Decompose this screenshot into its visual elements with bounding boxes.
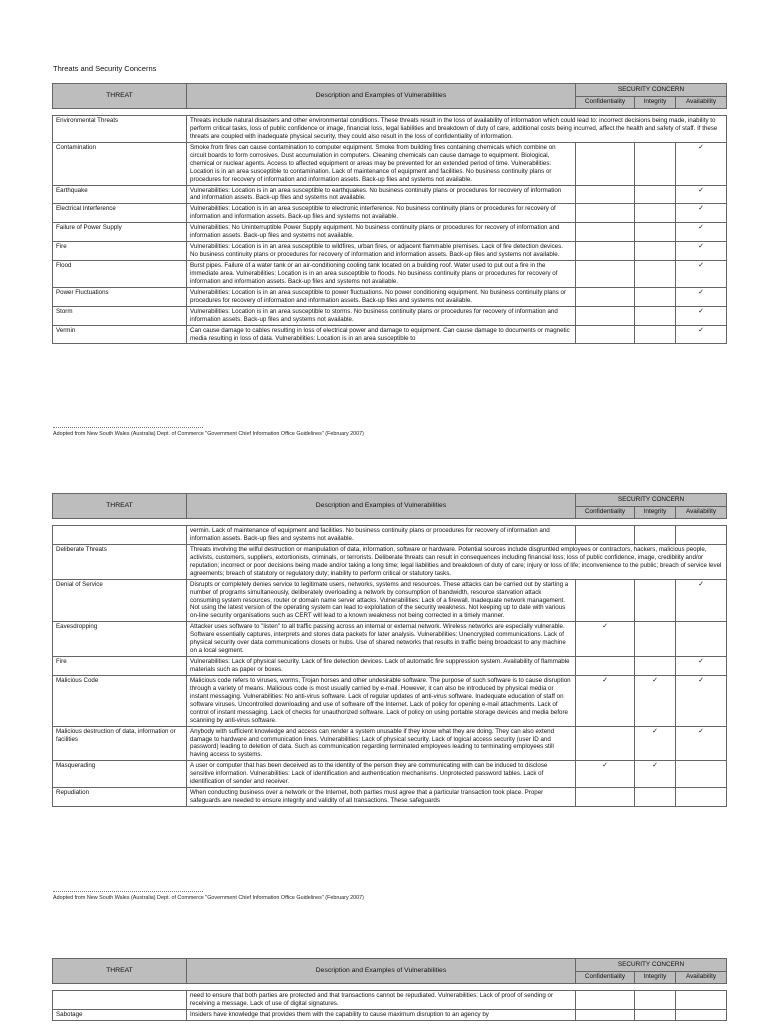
table-row	[53, 579, 727, 622]
security-concern-header: SECURITY CONCERN	[576, 959, 727, 972]
description-column-header: Description and Examples of Vulnerabilities	[187, 84, 576, 109]
threat-description: Vulnerabilities: Location is in an area susceptible to electronic interference. No business continuity plans or procedures for recovery of information and information assets. Back-up files and systems not available.	[187, 204, 576, 223]
checkmark-icon: ✓	[698, 727, 704, 735]
availability-check-cell	[676, 657, 727, 676]
confidentiality-check-cell	[576, 675, 635, 726]
integrity-check-cell	[635, 788, 676, 807]
availability-check-cell	[676, 185, 727, 204]
threat-column-header: THREAT	[53, 494, 187, 519]
threat-description: When conducting business over a network or the Internet, both parties must agree that a particular transaction took place. Proper safeguards are needed to ensure integrity and validity of all transactions. These safeguards	[187, 788, 576, 807]
integrity-check-cell	[635, 761, 676, 788]
availability-column-header: Availability	[676, 96, 727, 109]
integrity-check-cell	[635, 526, 676, 545]
integrity-check-cell	[635, 657, 676, 676]
integrity-check-cell	[635, 204, 676, 223]
checkmark-icon: ✓	[698, 262, 704, 269]
threat-name: Malicious destruction of data, information or facilities	[53, 726, 187, 761]
threat-name: Electrical Interference	[53, 204, 187, 223]
table-row	[53, 204, 727, 223]
footnote: Adopted from New South Wales (Australia) Dept. of Commerce "Government Chief Information Office Guidelines" (February 2007)	[53, 431, 364, 437]
checkmark-icon: ✓	[698, 676, 704, 684]
table-row	[53, 761, 727, 788]
integrity-check-cell	[635, 726, 676, 761]
availability-check-cell	[676, 325, 727, 344]
threat-name: Earthquake	[53, 185, 187, 204]
threat-name: Power Fluctuations	[53, 287, 187, 306]
checkmark-icon: ✓	[652, 762, 658, 770]
threat-name	[53, 526, 187, 545]
table-row	[53, 242, 727, 261]
availability-check-cell	[676, 991, 727, 1010]
availability-check-cell	[676, 242, 727, 261]
table-row	[53, 287, 727, 306]
threat-column-header: THREAT	[53, 959, 187, 984]
header-spacer	[53, 519, 727, 526]
table-row	[53, 223, 727, 242]
checkmark-icon: ✓	[602, 623, 608, 631]
availability-check-cell	[676, 622, 727, 657]
table-row	[53, 675, 727, 726]
checkmark-icon: ✓	[698, 186, 704, 194]
threat-column-header: THREAT	[53, 84, 187, 109]
confidentiality-check-cell	[576, 287, 635, 306]
threat-description: Threats involving the wilful destruction or manipulation of data, information, software or hardware. Potential sources include disgruntled employees or contractors, hackers, malicious people, activists, customers, suppliers, extortionists, criminals, or terrorists. Deliberate threats can result in consequences including financial loss; loss of public confidence, image, credibility and/or reputation; incorrect or poor decisions being made and/or taking a long time; legal liabilities and breakdown of duty of care; injury or loss of life; inconvenience to the public; breach of service level agreements; breach of statutory or regulatory duty; inability to perform critical or statutory tasks.	[187, 544, 727, 579]
availability-check-cell	[676, 204, 727, 223]
integrity-check-cell	[635, 991, 676, 1010]
threat-description: Smoke from fires can cause contamination to computer equipment. Smoke from building fires containing chemicals which combine on circuit boards to form corrosives. Dust accumulation in computers. Cleaning chemicals can cause damage to equipment. Biological, chemical or nuclear agents. Access to affected equipment or areas may be prevented for an extended period of time. Vulnerabilities: Location is in an area susceptible to contamination. Lack of maintenance of equipment and facilities. No business continuity plans or procedures for recovery of information and information assets. Back-up files and systems not available.	[187, 142, 576, 185]
availability-check-cell	[676, 579, 727, 622]
header-spacer	[53, 109, 727, 116]
table-row	[53, 726, 727, 761]
checkmark-icon: ✓	[698, 580, 704, 588]
confidentiality-check-cell	[576, 204, 635, 223]
table-row	[53, 544, 727, 579]
threat-description: Attacker uses software to "listen" to all traffic passing across an internal or external network. Wireless networks are especially vulnerable. Software essentially captures, interprets and stores data packets for later analysis. Vulnerabilities: Unencrypted communications. Lack of physical security over data communications closets or hubs. Use of shared networks that results in traffic being broadcast to any machine on a local segment.	[187, 622, 576, 657]
threat-name: Contamination	[53, 142, 187, 185]
checkmark-icon: ✓	[698, 205, 704, 213]
availability-check-cell	[676, 675, 727, 726]
availability-check-cell	[676, 261, 727, 288]
threat-description: Vulnerabilities: Location is in an area susceptible to wildfires, urban fires, or adjacent flammable premises. Lack of fire detection devices. No business continuity plans or procedures for recovery of information and information assets. Back-up files and systems not available.	[187, 242, 576, 261]
availability-check-cell	[676, 526, 727, 545]
confidentiality-check-cell	[576, 261, 635, 288]
threat-name: Masquerading	[53, 761, 187, 788]
threat-name: Fire	[53, 657, 187, 676]
integrity-check-cell	[635, 579, 676, 622]
confidentiality-column-header: Confidentiality	[576, 96, 635, 109]
availability-check-cell	[676, 287, 727, 306]
threat-description: Vulnerabilities: Lack of physical security. Lack of fire detection devices. Lack of automatic fire suppression system. Availability of flammable materials such as paper or boxes.	[187, 657, 576, 676]
checkmark-icon: ✓	[698, 326, 704, 334]
threat-name: Storm	[53, 306, 187, 325]
confidentiality-check-cell	[576, 325, 635, 344]
footnote-rule	[53, 427, 203, 428]
confidentiality-check-cell	[576, 761, 635, 788]
integrity-check-cell	[635, 325, 676, 344]
confidentiality-check-cell	[576, 726, 635, 761]
threat-name: Environmental Threats	[53, 116, 187, 143]
confidentiality-column-header: Confidentiality	[576, 506, 635, 519]
table-row	[53, 306, 727, 325]
confidentiality-column-header: Confidentiality	[576, 971, 635, 984]
checkmark-icon: ✓	[698, 307, 704, 315]
table-row	[53, 991, 727, 1010]
confidentiality-check-cell	[576, 306, 635, 325]
checkmark-icon: ✓	[652, 676, 658, 684]
checkmark-icon: ✓	[698, 143, 704, 151]
threat-description: Vulnerabilities: Location is in an area susceptible to power fluctuations. No power conditioning equipment. No business continuity plans or procedures for recovery of information and information assets. Back-up files and systems not available.	[187, 287, 576, 306]
security-concern-header: SECURITY CONCERN	[576, 84, 727, 97]
threat-name: Repudiation	[53, 788, 187, 807]
availability-check-cell	[676, 726, 727, 761]
availability-check-cell	[676, 306, 727, 325]
threat-description: Disrupts or completely denies service to legitimate users, networks, systems and resources. These attacks can be carried out by starting a number of programs simultaneously, deliberately overloading a network by consumption of bandwidth, resource starvation attack consuming system resources, router or domain name server attacks. Vulnerabilities: Lack of a firewall. Inadequate network management. Not using the latest version of the operating system can lead to exploitation of the security weakness. Not keeping up to date with various on-line security organisations such as CERT will lead to a known weakness not being corrected in a timely manner.	[187, 579, 576, 622]
confidentiality-check-cell	[576, 991, 635, 1010]
confidentiality-check-cell	[576, 223, 635, 242]
threat-description: vermin. Lack of maintenance of equipment and facilities. No business continuity plans or procedures for recovery of information and information assets. Back-up files and systems not available.	[187, 526, 576, 545]
threat-description: Insiders have knowledge that provides them with the capability to cause maximum disruption to an agency by	[187, 1009, 576, 1020]
security-concern-header: SECURITY CONCERN	[576, 494, 727, 507]
integrity-column-header: Integrity	[635, 96, 676, 109]
threat-name: Failure of Power Supply	[53, 223, 187, 242]
threat-description: Can cause damage to cables resulting in loss of electrical power and damage to equipment. Can cause damage to documents or magnetic media resulting in loss of data. Vulnerabilities: Location is in an area susceptible to	[187, 325, 576, 344]
threats-table	[52, 958, 727, 1021]
threats-table	[52, 493, 727, 807]
availability-check-cell	[676, 223, 727, 242]
threat-description: A user or computer that has been deceived as to the identity of the person they are communicating with can be induced to disclose sensitive information. Vulnerabilities: Lack of identification and authentication mechanisms. Unprotected password tables. Lack of identification of sender and receiver.	[187, 761, 576, 788]
table-row	[53, 622, 727, 657]
table-row	[53, 142, 727, 185]
availability-check-cell	[676, 1009, 727, 1020]
checkmark-icon: ✓	[698, 288, 704, 296]
table-row	[53, 185, 727, 204]
integrity-check-cell	[635, 261, 676, 288]
checkmark-icon: ✓	[602, 676, 608, 684]
integrity-column-header: Integrity	[635, 506, 676, 519]
confidentiality-check-cell	[576, 788, 635, 807]
integrity-check-cell	[635, 185, 676, 204]
threat-name: Denial of Service	[53, 579, 187, 622]
availability-check-cell	[676, 788, 727, 807]
threat-name: Flood	[53, 261, 187, 288]
threat-description: Anybody with sufficient knowledge and access can render a system unusable if they know what they are doing. They can also extend damage to hardware and communication lines. Vulnerabilities: Lack of physical security. Lack of logical access security (user ID and password) leading to deletion of data. Such as communication regarding terminated employees leading to terminating employees still having access to systems.	[187, 726, 576, 761]
checkmark-icon: ✓	[698, 658, 704, 666]
threat-description: Vulnerabilities: No Uninterruptible Power Supply equipment. No business continuity plans or procedures for recovery of information and information assets. Back-up files and systems not available.	[187, 223, 576, 242]
checkmark-icon: ✓	[652, 727, 658, 735]
integrity-check-cell	[635, 622, 676, 657]
integrity-check-cell	[635, 306, 676, 325]
confidentiality-check-cell	[576, 526, 635, 545]
threat-name: Vermin	[53, 325, 187, 344]
integrity-column-header: Integrity	[635, 971, 676, 984]
threat-description: Threats include natural disasters and other environmental conditions. These threats result in the loss of availability of information which could lead to: incorrect decisions being made, inability to perform critical tasks, loss of public confidence or image, financial loss, legal liabilities and breakdown of duty of care, additional costs being incurred, affect the health and safety of staff. If these threats are coupled with inadequate physical security, they could also result in the loss of confidentiality of information.	[187, 116, 727, 143]
confidentiality-check-cell	[576, 579, 635, 622]
integrity-check-cell	[635, 142, 676, 185]
threat-name: Fire	[53, 242, 187, 261]
threat-name: Eavesdropping	[53, 622, 187, 657]
threat-description: need to ensure that both parties are protected and that transactions cannot be repudiated. Vulnerabilities: Lack of proof of sending or receiving a message. Lack of use of digital signatures.	[187, 991, 576, 1010]
confidentiality-check-cell	[576, 185, 635, 204]
integrity-check-cell	[635, 287, 676, 306]
confidentiality-check-cell	[576, 657, 635, 676]
integrity-check-cell	[635, 223, 676, 242]
table-row	[53, 657, 727, 676]
checkmark-icon: ✓	[698, 243, 704, 251]
availability-check-cell	[676, 761, 727, 788]
table-row	[53, 261, 727, 288]
threat-name: Malicious Code	[53, 675, 187, 726]
confidentiality-check-cell	[576, 242, 635, 261]
description-column-header: Description and Examples of Vulnerabilities	[187, 959, 576, 984]
footnote: Adopted from New South Wales (Australia) Dept. of Commerce "Government Chief Information Office Guidelines" (February 2007)	[53, 895, 364, 901]
threats-table	[52, 83, 727, 344]
confidentiality-check-cell	[576, 622, 635, 657]
threat-name	[53, 991, 187, 1010]
confidentiality-check-cell	[576, 142, 635, 185]
integrity-check-cell	[635, 1009, 676, 1020]
table-row	[53, 116, 727, 143]
threat-name: Deliberate Threats	[53, 544, 187, 579]
table-row	[53, 325, 727, 344]
table-row	[53, 526, 727, 545]
checkmark-icon: ✓	[698, 224, 704, 232]
integrity-check-cell	[635, 242, 676, 261]
table-row	[53, 1009, 727, 1020]
header-spacer	[53, 984, 727, 991]
page-title: Threats and Security Concerns	[53, 64, 157, 73]
footnote-rule	[53, 891, 203, 892]
description-column-header: Description and Examples of Vulnerabilities	[187, 494, 576, 519]
confidentiality-check-cell	[576, 1009, 635, 1020]
threat-description: Vulnerabilities: Location is in an area susceptible to storms. No business continuity plans or procedures for recovery of information and information assets. Back-up files and systems not available.	[187, 306, 576, 325]
availability-column-header: Availability	[676, 971, 727, 984]
threat-description: Vulnerabilities: Location is in an area susceptible to earthquakes. No business continuity plans or procedures for recovery of information and information assets. Back-up files and systems not available.	[187, 185, 576, 204]
threat-description: Malicious code refers to viruses, worms, Trojan horses and other undesirable software. The purpose of such software is to cause disruption through a variety of means. Malicious code is most usually carried by e-mail. However, it can also be introduced by physical media or instant messaging. Vulnerabilities: No anti-virus software. Lack of regular updates of anti-virus software. Inadequate education of staff on software viruses. Uncontrolled downloading and use of software off the Internet. Lack of policy for opening e-mail attachments. Lack of control of instant messaging. Lack of checks for unauthorized software. Lack of policy on using portable storage devices and media before scanning by anti-virus software.	[187, 675, 576, 726]
table-row	[53, 788, 727, 807]
threat-name: Sabotage	[53, 1009, 187, 1020]
availability-column-header: Availability	[676, 506, 727, 519]
integrity-check-cell	[635, 675, 676, 726]
checkmark-icon: ✓	[602, 762, 608, 770]
threat-description: Burst pipes. Failure of a water tank or an air-conditioning cooling tank located on a building roof. Water used to put out a fire in the immediate area. Vulnerabilities: Location is in an area susceptible to floods. No business continuity plans or procedures for recovery of information and information assets. Back-up files and systems not available.	[187, 261, 576, 288]
availability-check-cell	[676, 142, 727, 185]
